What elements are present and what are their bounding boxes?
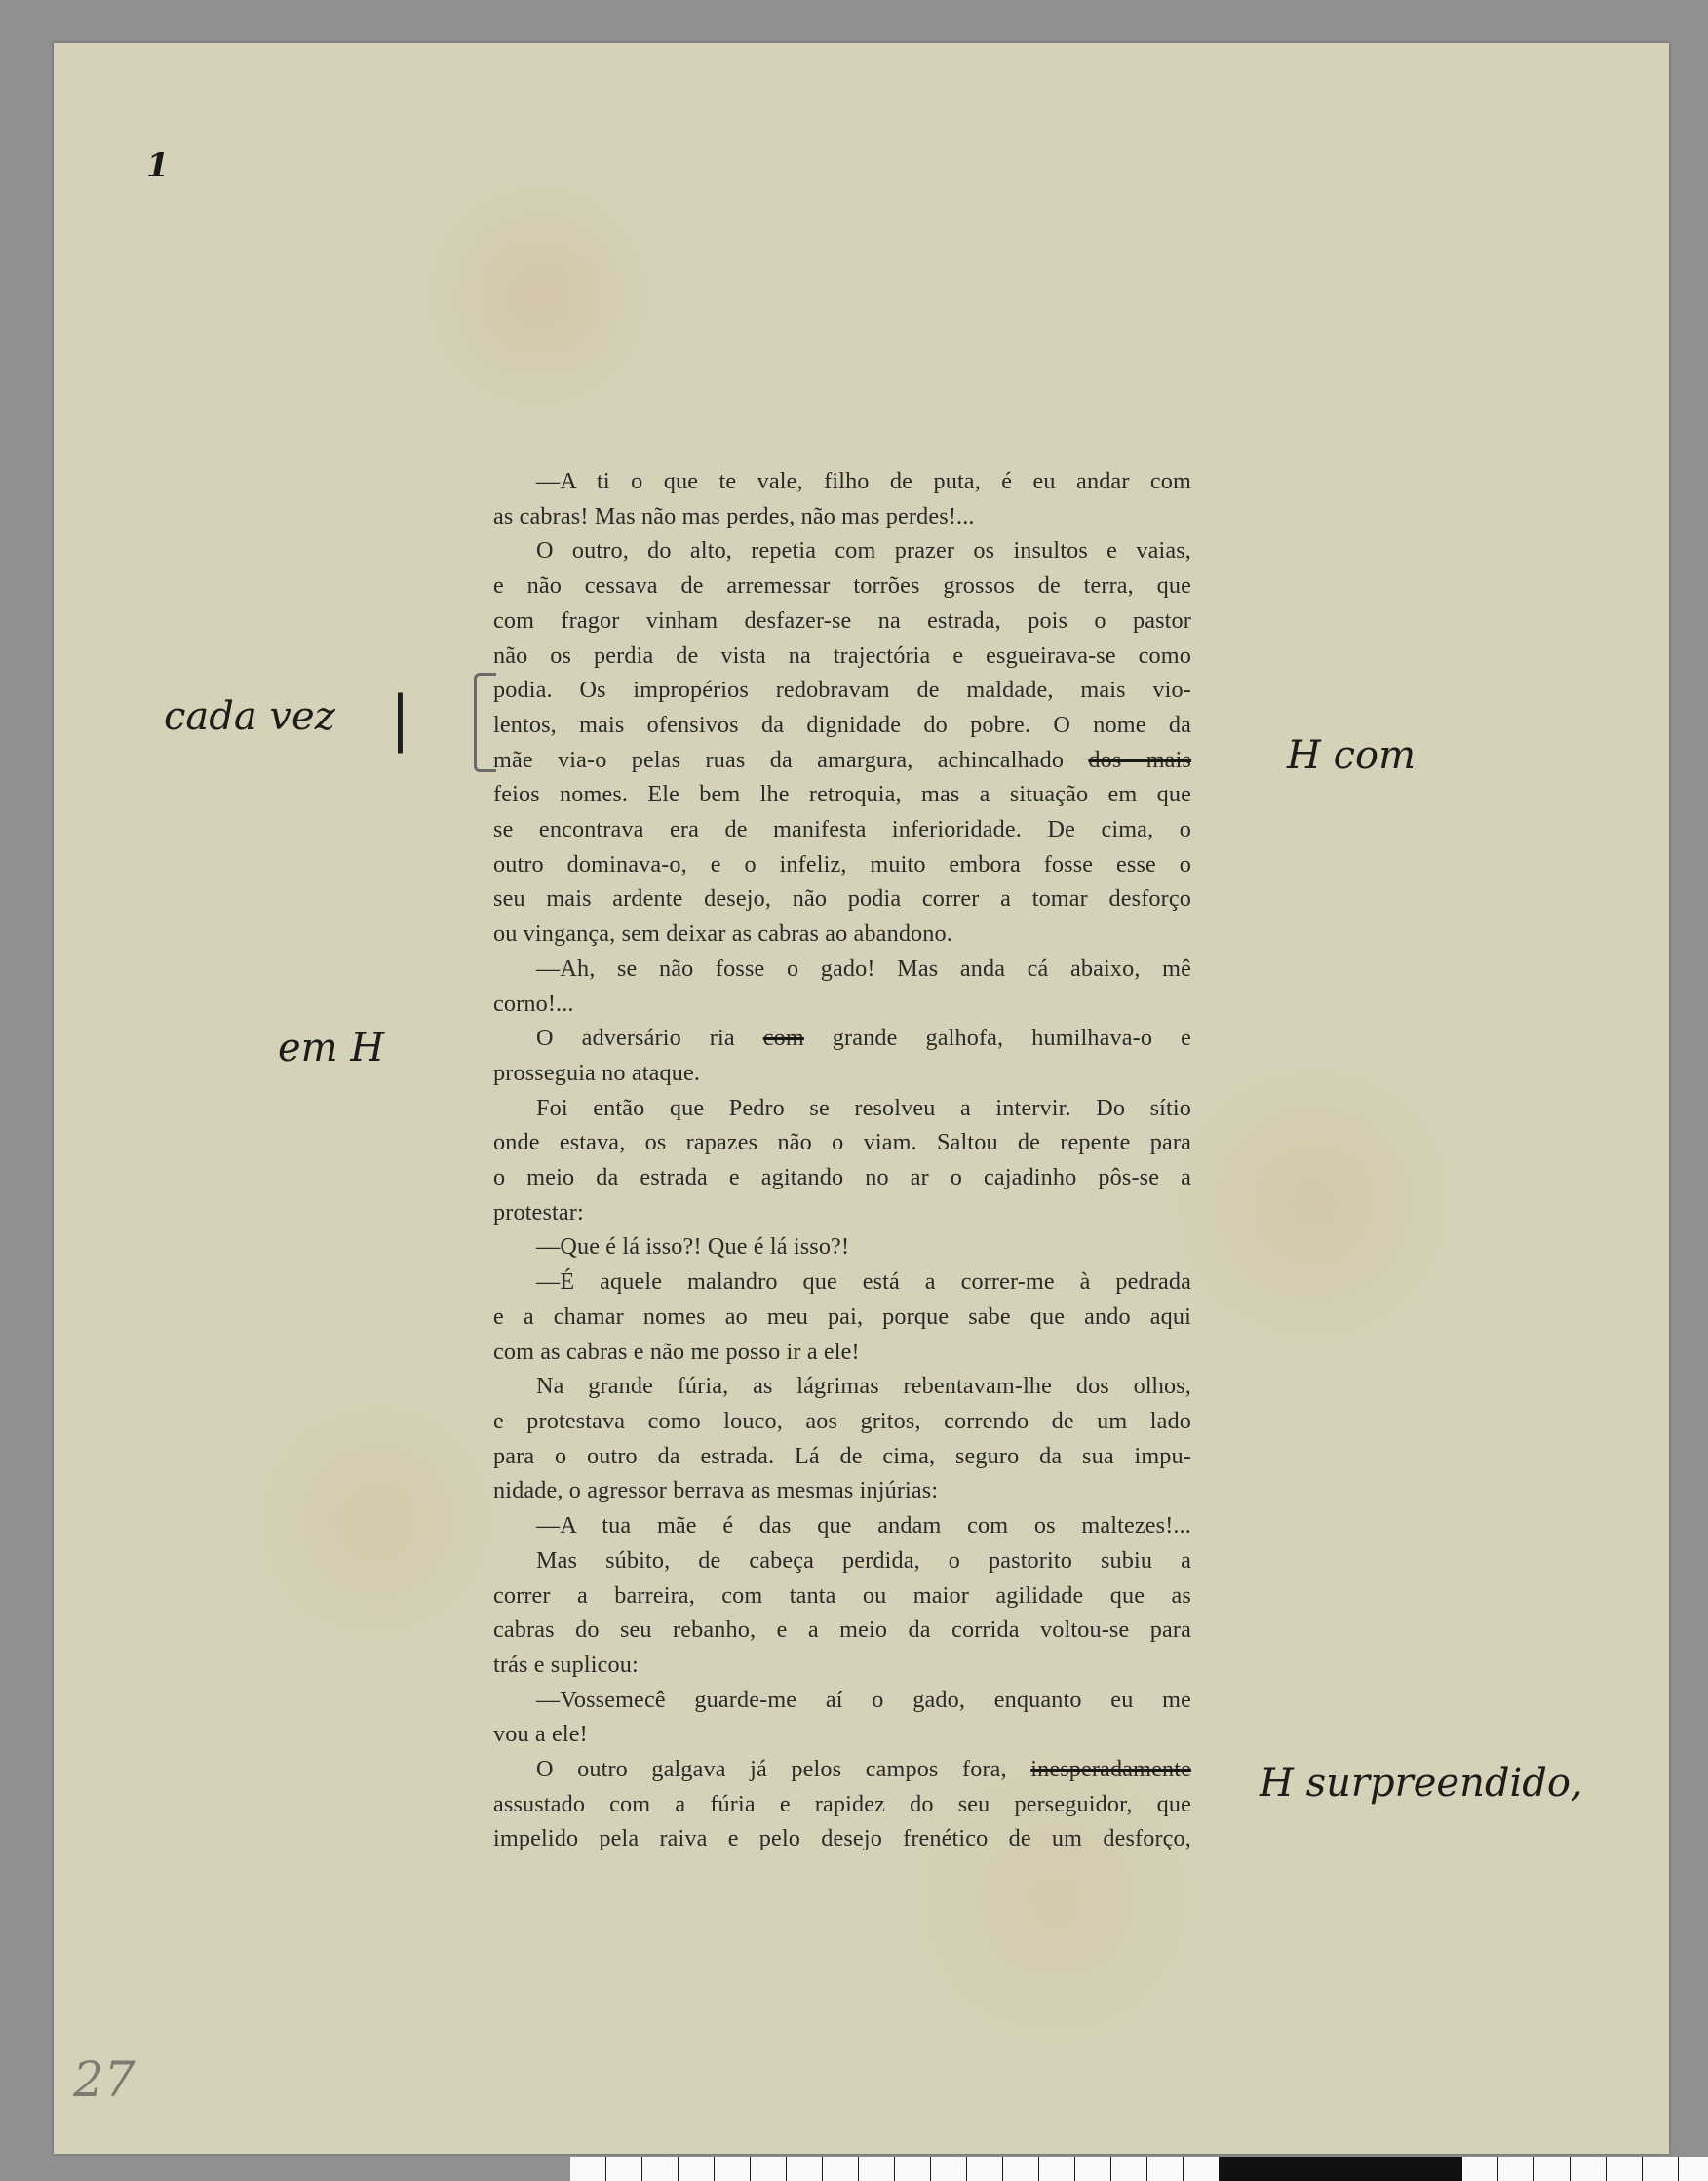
scale-ruler-dark-segment xyxy=(1219,2157,1462,2181)
text-line: protestar: xyxy=(493,1198,584,1226)
text-line: o meio da estrada e agitando no ar o cajadinho pôs-se a xyxy=(493,1164,1191,1191)
text-line: lentos, mais ofensivos da dignidade do pobre. O nome da xyxy=(493,711,1191,738)
text-segment: O outro galgava já pelos campos fora, xyxy=(536,1756,1031,1783)
text-line: com fragor vinham desfazer-se na estrada, pois o pastor xyxy=(493,606,1191,634)
text-line: correr a barreira, com tanta ou maior agilidade que as xyxy=(493,1581,1191,1609)
text-line: —Ah, se não fosse o gado! Mas anda cá abaixo, mê xyxy=(536,954,1191,982)
text-line: Na grande fúria, as lágrimas rebentavam-lhe dos olhos, xyxy=(536,1373,1191,1400)
margin-note-h-com: H com xyxy=(1287,733,1417,778)
text-line: impelido pela raiva e pelo desejo frenético de um desforço, xyxy=(493,1825,1191,1852)
text-line: e não cessava de arremessar torrões grossos de terra, que xyxy=(493,572,1191,600)
struck-text: dos mais xyxy=(1088,746,1192,773)
text-line xyxy=(493,743,1191,778)
text-line: ou vingança, sem deixar as cabras ao abandono. xyxy=(493,920,952,948)
text-line: feios nomes. Ele bem lhe retroquia, mas a situação em que xyxy=(493,781,1191,808)
text-line: com as cabras e não me posso ir a ele! xyxy=(493,1338,860,1365)
margin-note-cada-vez: cada vez xyxy=(164,694,335,739)
typescript-body xyxy=(493,464,1191,1856)
scale-ruler-segment xyxy=(1462,2157,1708,2181)
text-line: para o outro da estrada. Lá de cima, seguro da sua impu- xyxy=(493,1442,1191,1469)
text-line: Mas súbito, de cabeça perdida, o pastorito subiu a xyxy=(536,1546,1191,1574)
text-line: onde estava, os rapazes não o viam. Saltou de repente para xyxy=(493,1129,1191,1156)
text-segment: O adversário ria xyxy=(536,1025,763,1052)
folio-number: 27 xyxy=(73,2051,136,2108)
text-line: e a chamar nomes ao meu pai, porque sabe que ando aqui xyxy=(493,1303,1191,1330)
text-line: prosseguia no ataque. xyxy=(493,1059,701,1086)
text-line: O outro, do alto, repetia com prazer os insultos e vaias, xyxy=(536,537,1191,565)
text-line: trás e suplicou: xyxy=(493,1651,639,1678)
text-line: nidade, o agressor berrava as mesmas injúrias: xyxy=(493,1477,939,1504)
text-line: —É aquele malandro que está a correr-me à pedrada xyxy=(536,1268,1191,1296)
text-line xyxy=(493,1021,1191,1056)
text-line: as cabras! Mas não mas perdes, não mas perdes!... xyxy=(493,502,975,529)
text-line: assustado com a fúria e rapidez do seu perseguidor, que xyxy=(493,1790,1191,1817)
text-segment: grande galhofa, humilhava-o e xyxy=(803,1025,1191,1052)
text-line: Foi então que Pedro se resolveu a intervir. Do sítio xyxy=(536,1094,1191,1121)
text-line: —Vossemecê guarde-me aí o gado, enquanto eu me xyxy=(536,1686,1191,1713)
text-line: vou a ele! xyxy=(493,1721,588,1748)
text-line xyxy=(493,1752,1191,1787)
text-line: e protestava como louco, aos gritos, correndo de um lado xyxy=(493,1407,1191,1434)
text-line: podia. Os impropérios redobravam de maldade, mais vio- xyxy=(493,677,1191,704)
margin-note-em-h: em H xyxy=(278,1026,385,1071)
text-line: —A tua mãe é das que andam com os maltezes!... xyxy=(536,1512,1191,1539)
text-line: —A ti o que te vale, filho de puta, é eu andar com xyxy=(536,468,1191,494)
struck-text: inesperadamente xyxy=(1030,1756,1191,1783)
page-mark: 1 xyxy=(146,146,170,185)
text-line: corno!... xyxy=(493,990,574,1017)
text-line: se encontrava era de manifesta inferioridade. De cima, o xyxy=(493,816,1191,843)
text-line: seu mais ardente desejo, não podia correr a tomar desforço xyxy=(493,885,1191,913)
text-line: outro dominava-o, e o infeliz, muito embora fosse esse o xyxy=(493,850,1191,877)
text-line: —Que é lá isso?! Que é lá isso?! xyxy=(536,1233,850,1261)
margin-insert-mark: | xyxy=(390,682,410,754)
text-line: cabras do seu rebanho, e a meio da corrida voltou-se para xyxy=(493,1616,1191,1644)
margin-note-h-surpreendido: H surpreendido, xyxy=(1260,1761,1583,1806)
text-line: não os perdia de vista na trajectória e esgueirava-se como xyxy=(493,642,1191,669)
text-segment: mãe via-o pelas ruas da amargura, achincalhado xyxy=(493,746,1089,773)
struck-text: com xyxy=(762,1025,804,1052)
